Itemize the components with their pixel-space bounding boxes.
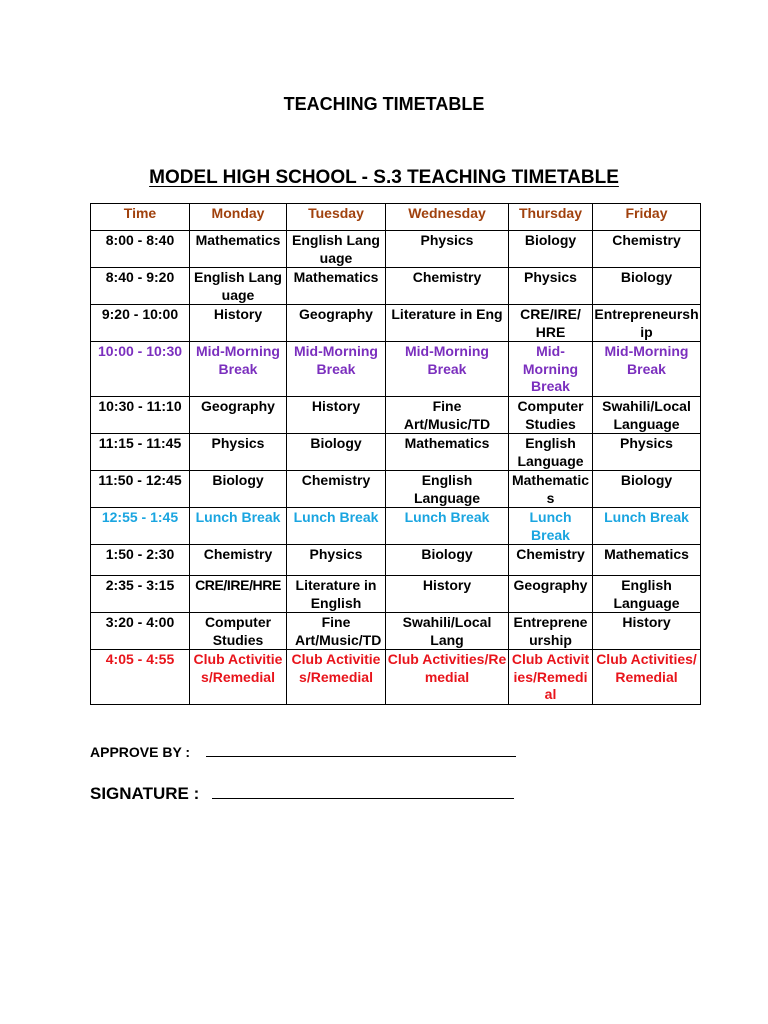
signature-field	[90, 784, 514, 804]
lesson-cell: Biology	[287, 434, 386, 471]
time-cell: 3:20 - 4:00	[91, 613, 190, 650]
table-header-row	[91, 204, 701, 231]
table-row	[91, 305, 701, 342]
lesson-cell: English Language	[287, 231, 386, 268]
table-row	[91, 397, 701, 434]
lesson-cell: Biology	[593, 471, 701, 508]
table-row	[91, 268, 701, 305]
lesson-cell: Computer Studies	[190, 613, 287, 650]
lesson-cell: Literature in Eng	[386, 305, 509, 342]
lesson-cell: Swahili/Local Lang	[386, 613, 509, 650]
document-title: TEACHING TIMETABLE	[283, 94, 485, 114]
table-row	[91, 545, 701, 576]
break-row	[91, 342, 701, 397]
header-friday: Friday	[593, 204, 701, 231]
lesson-cell: Physics	[593, 434, 701, 471]
header-thursday: Thursday	[509, 204, 593, 231]
lesson-cell: Biology	[593, 268, 701, 305]
header-wednesday: Wednesday	[386, 204, 509, 231]
timetable-heading: MODEL HIGH SCHOOL - S.3 TEACHING TIMETABLE	[149, 167, 619, 188]
lesson-cell: Chemistry	[593, 231, 701, 268]
lesson-cell: History	[287, 397, 386, 434]
lesson-cell: Biology	[386, 545, 509, 576]
lesson-cell: Physics	[386, 231, 509, 268]
lesson-cell: Mathematics	[509, 471, 593, 508]
lunch-row	[91, 508, 701, 545]
table-row	[91, 231, 701, 268]
header-time: Time	[91, 204, 190, 231]
time-cell: 12:55 - 1:45	[91, 508, 190, 545]
lesson-cell: History	[593, 613, 701, 650]
table-row	[91, 471, 701, 508]
lesson-cell: English Language	[593, 576, 701, 613]
club-cell: Club Activities/Remedial	[386, 650, 509, 705]
club-row	[91, 650, 701, 705]
approve-by-label: APPROVE BY :	[90, 744, 191, 760]
lesson-cell: Chemistry	[386, 268, 509, 305]
lesson-cell: Biology	[190, 471, 287, 508]
club-cell: Club Activities/Remedial	[509, 650, 593, 705]
time-cell: 10:30 - 11:10	[91, 397, 190, 434]
lesson-cell: Entrepreneurship	[594, 306, 699, 340]
timetable-table	[90, 203, 701, 705]
lunch-cell: Lunch Break	[386, 508, 509, 545]
lesson-cell: Physics	[190, 434, 287, 471]
lesson-cell: Geography	[287, 305, 386, 342]
lesson-cell: Literature in English	[287, 576, 386, 613]
signature-label: SIGNATURE :	[90, 784, 200, 803]
table-row	[91, 613, 701, 650]
lesson-cell: English Language	[190, 268, 287, 305]
lunch-cell: Lunch Break	[190, 508, 287, 545]
lesson-cell: Mathematics	[386, 434, 509, 471]
lesson-cell: Biology	[509, 231, 593, 268]
lesson-cell: Mathematics	[593, 545, 701, 576]
signature-line	[212, 798, 514, 799]
lesson-cell: CRE/IRE/ HRE	[509, 305, 593, 342]
lunch-cell: Lunch Break	[509, 508, 593, 545]
time-cell: 11:15 - 11:45	[91, 434, 190, 471]
lesson-cell: Mathematics	[190, 231, 287, 268]
lesson-cell: Fine Art/Music/TD	[287, 613, 386, 650]
lesson-cell: CRE/IRE/HRE	[190, 576, 287, 613]
break-cell: Mid-Morning Break	[386, 342, 509, 397]
table-row	[91, 576, 701, 613]
lesson-cell: History	[190, 305, 287, 342]
club-cell: Club Activities/Remedial	[593, 650, 701, 705]
header-tuesday: Tuesday	[287, 204, 386, 231]
break-cell: Mid-Morning Break	[190, 342, 287, 397]
lesson-cell: Chemistry	[287, 471, 386, 508]
lesson-cell: Entrepreneurship	[509, 613, 593, 650]
break-cell: Mid-Morning Break	[509, 342, 593, 397]
lesson-cell: Fine Art/Music/TD	[386, 397, 509, 434]
lesson-cell: Swahili/Local Language	[593, 397, 701, 434]
header-monday: Monday	[190, 204, 287, 231]
lesson-cell: Physics	[509, 268, 593, 305]
lesson-cell: English Language	[386, 471, 509, 508]
approve-by-line	[206, 756, 516, 757]
club-cell: Club Activities/Remedial	[287, 650, 386, 705]
lesson-cell: Geography	[190, 397, 287, 434]
time-cell: 1:50 - 2:30	[91, 545, 190, 576]
lunch-cell: Lunch Break	[593, 508, 701, 545]
lesson-cell: English Language	[509, 434, 593, 471]
time-cell: 9:20 - 10:00	[91, 305, 190, 342]
lesson-cell: Physics	[287, 545, 386, 576]
lesson-cell: History	[386, 576, 509, 613]
lesson-cell: Computer Studies	[509, 397, 593, 434]
time-cell: 2:35 - 3:15	[91, 576, 190, 613]
time-cell: 8:00 - 8:40	[91, 231, 190, 268]
time-cell: 8:40 - 9:20	[91, 268, 190, 305]
lunch-cell: Lunch Break	[287, 508, 386, 545]
lesson-cell: Mathematics	[287, 268, 386, 305]
table-row	[91, 434, 701, 471]
lesson-cell: Chemistry	[190, 545, 287, 576]
approve-by-field	[90, 744, 516, 760]
club-cell: Club Activities/Remedial	[190, 650, 287, 705]
time-cell: 11:50 - 12:45	[91, 471, 190, 508]
break-cell: Mid-Morning Break	[593, 342, 701, 397]
time-cell: 4:05 - 4:55	[91, 650, 190, 705]
time-cell: 10:00 - 10:30	[91, 342, 190, 397]
lesson-cell: Geography	[509, 576, 593, 613]
lesson-cell: Chemistry	[509, 545, 593, 576]
break-cell: Mid-Morning Break	[287, 342, 386, 397]
